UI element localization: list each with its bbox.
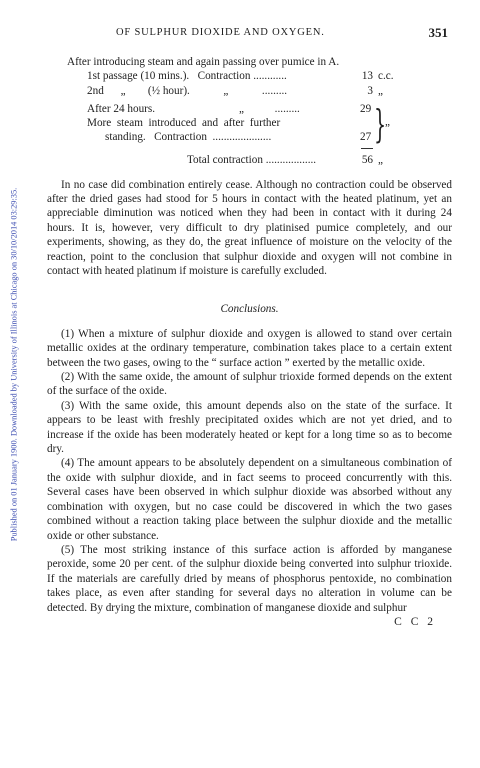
row-label: 1st passage (10 mins.). Contraction ............ [87,70,287,83]
brace-row-label: More steam introduced and after further [87,117,281,130]
brace-row-label: After 24 hours. „ ......... [87,103,300,116]
running-head: OF SULPHUR DIOXIDE AND OXYGEN. [116,27,325,38]
total-value: 56 [361,154,373,167]
row-label: 2nd „ (½ hour). „ ......... [87,84,288,97]
sum-rule [47,145,452,153]
signature-mark: C C 2 [394,615,436,628]
row-unit: „ [378,84,383,97]
row-value: 13 [361,70,373,83]
contraction-table [47,55,452,168]
total-label: Total contraction .................. [187,154,317,167]
table-intro [67,55,452,69]
conclusion-item: (4) The amount appears to be absolutely dependent on a simultaneous combination of the oxide with sulphur dioxide, and in fact seems to proceed concurrently with this. Several cases have been observed in which sulphur dioxide was absorbed without any combination with oxygen, but no case could be discovered in which the two gases combined without a reaction taking place between the sulphur dioxide and the metallic oxide or other substance. [47,457,452,542]
brace-row-value: 27 [360,131,372,144]
brace-icon: } [374,102,387,147]
conclusion-item: (1) When a mixture of sulphur dioxide and oxygen is allowed to stand over certain metallic oxides at the ordinary temperature, combination takes place to a certain extent between the two gases, owing to the “ surface action ” exerted by the metallic oxide. [47,327,452,369]
conclusion-item: (5) The most striking instance of this surface action is afforded by manganese peroxide, some 20 per cent. of the sulphur dioxide being converted into sulphur trioxide. If the materials are carefully dried by means of phosphorus pentoxide, no combination takes place, as even after standing for several days no alteration in volume can be detected. By drying the mixture, combination of manganese dioxide and sulphur [47,543,452,614]
page-number: 351 [428,25,448,40]
conclusion-item: (2) With the same oxide, the amount of sulphur trioxide formed depends on the extent of the surface of the oxide. [47,371,452,398]
download-stamp: Published on 01 January 1900. Downloaded by University of Illinois at Chicago on 30/10/2014 03:29:35. [9,187,19,542]
brace-unit: „ [385,116,390,129]
row-unit: c.c. [378,70,394,83]
brace-group [87,102,452,145]
table-row [87,84,452,98]
brace-row-label: standing. Contraction ..................... [105,131,272,144]
table-row [87,69,452,83]
row-value: 3 [367,84,373,97]
page-body [47,55,452,629]
total-row [87,153,452,167]
page-header [58,27,448,41]
table-intro-text: After introducing steam and again passing over pumice in A. [67,56,340,68]
brace-row-value: 29 [360,103,372,116]
conclusion-item: (3) With the same oxide, this amount depends also on the state of the surface. It appears to be least with freshly precipitated oxides which are not yet dried, and to increase if the oxide has been moderately heated or kept for a long time so as to become dry. [47,399,452,456]
total-unit: „ [378,154,383,167]
section-title: Conclusions. [220,303,279,316]
paragraph: In no case did combination entirely cease. Although no contraction could be observed after the dried gases had stood for 5 hours in contact with the heated platinum, yet an appreciable diminution was noticed when they had been in contact with it during 24 hours. It is, however, very difficult to dry platinised pumice completely, and our experiments, showing, as they do, the great influence of moisture on the velocity of the reaction, point to the conclusion that sulphur dioxide and oxygen will not combine in contact with heated platinum if moisture is carefully excluded. [47,178,452,277]
